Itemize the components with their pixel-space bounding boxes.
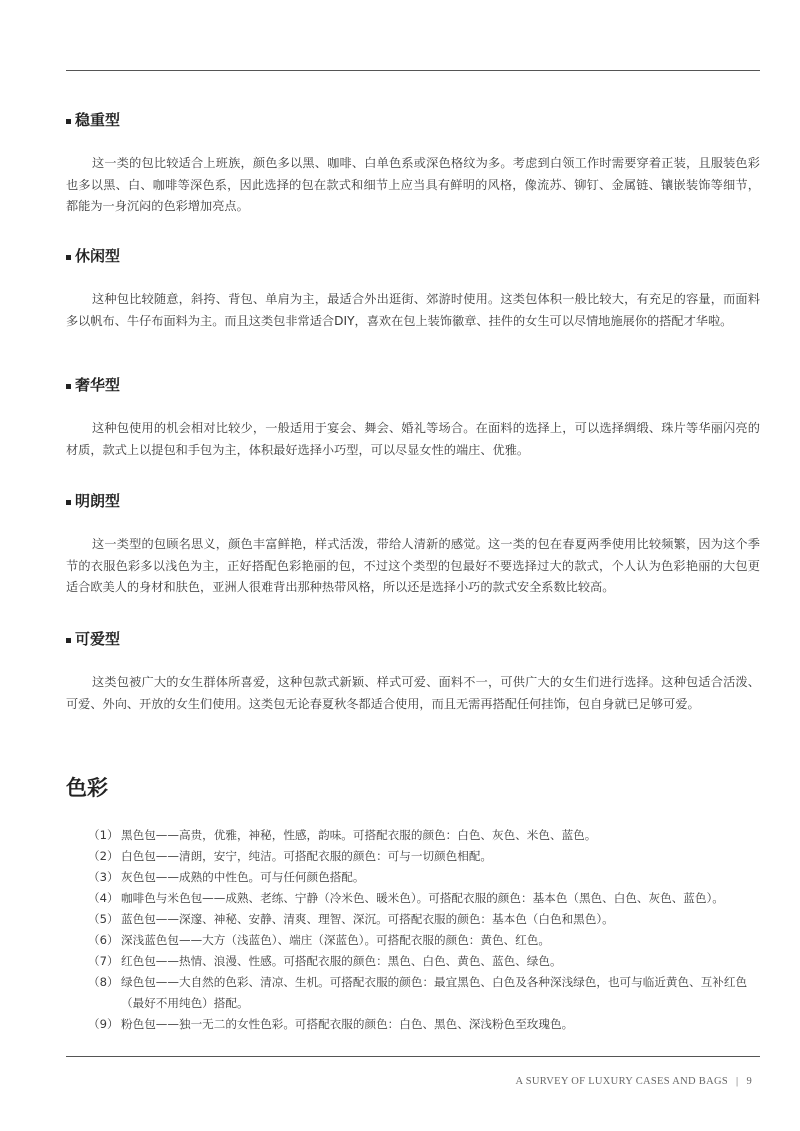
list-item: （4） 咖啡色与米色包——成熟、老练、宁静（冷米色、暖米色）。可搭配衣服的颜色：基本色（黑色、白色、灰色、蓝色）。 (88, 891, 724, 905)
section-body: 这一类型的包顾名思义，颜色丰富鲜艳，样式活泼，带给人清新的感觉。这一类的包在春夏两季使用比较频繁，因为这个季节的衣服色彩多以浅色为主，正好搭配色彩艳丽的包，不过这个类型的包最好不要选择过大的款式，个人认为色彩艳丽的大包更适合欧美人的身材和肤色，亚洲人很难背出那种热带风格，所以还是选择小巧的款式安全系数比较高。 (66, 537, 760, 595)
section-cute (66, 629, 760, 715)
page-footer (516, 1076, 752, 1087)
section-heading: 明朗型 (66, 491, 760, 511)
bullet-icon (66, 255, 71, 260)
bullet-icon (66, 638, 71, 643)
bullet-icon (66, 500, 71, 505)
list-item: （3） 灰色包——成熟的中性色。可与任何颜色搭配。 (88, 870, 365, 884)
section-body: 这种包比较随意，斜挎、背包、单肩为主，最适合外出逛街、郊游时使用。这类包体积一般比较大，有充足的容量，而面料多以帆布、牛仔布面料为主。而且这类包非常适合DIY，喜欢在包上装饰徽章、挂件的女生可以尽情地施展你的搭配才华啦。 (66, 292, 760, 328)
list-item: （7） 红色包——热情、浪漫、性感。可搭配衣服的颜色：黑色、白色、黄色、蓝色、绿色。 (88, 954, 562, 968)
section-casual (66, 246, 760, 332)
page-number: 9 (746, 1076, 752, 1087)
section-stable (66, 110, 760, 218)
color-section-title: 色彩 (66, 776, 108, 800)
running-title: A SURVEY OF LUXURY CASES AND BAGS (515, 1076, 729, 1087)
list-item: （8） 绿色包——大自然的色彩、清凉、生机。可搭配衣服的颜色：最宜黑色、白色及各种深浅绿色，也可与临近黄色、互补红色（最好不用纯色）搭配。 (88, 975, 748, 1010)
list-item: （5） 蓝色包——深邃、神秘、安静、清爽、理智、深沉。可搭配衣服的颜色：基本色（白色和黑色）。 (88, 912, 614, 926)
section-bright (66, 491, 760, 599)
bullet-icon (66, 119, 71, 124)
section-heading: 休闲型 (66, 246, 760, 266)
section-heading: 可爱型 (66, 629, 760, 649)
bottom-rule (66, 1056, 760, 1057)
section-luxury (66, 375, 760, 461)
color-list (88, 825, 764, 1035)
section-body: 这种包使用的机会相对比较少，一般适用于宴会、舞会、婚礼等场合。在面料的选择上，可以选择绸缎、珠片等华丽闪亮的材质，款式上以提包和手包为主，体积最好选择小巧型，可以尽显女性的端庄、优雅。 (66, 421, 760, 457)
section-body: 这类包被广大的女生群体所喜爱，这种包款式新颖、样式可爱、面料不一，可供广大的女生们进行选择。这种包适合活泼、可爱、外向、开放的女生们使用。这类包无论春夏秋冬都适合使用，而且无需再搭配任何挂饰，包自身就已足够可爱。 (66, 675, 760, 711)
list-item: （2） 白色包——清朗，安宁，纯洁。可搭配衣服的颜色：可与一切颜色相配。 (88, 849, 493, 863)
section-heading: 稳重型 (66, 110, 760, 130)
top-rule (66, 70, 760, 71)
list-item: （1） 黑色包——高贵，优雅，神秘，性感，韵味。可搭配衣服的颜色：白色、灰色、米色、蓝色。 (88, 828, 597, 842)
list-item: （6） 深浅蓝色包——大方（浅蓝色）、端庄（深蓝色）。可搭配衣服的颜色：黄色、红色。 (88, 933, 550, 947)
list-item: （9） 粉色包——独一无二的女性色彩。可搭配衣服的颜色：白色、黑色、深浅粉色至玫瑰色。 (88, 1017, 574, 1031)
section-body: 这一类的包比较适合上班族，颜色多以黑、咖啡、白单色系或深色格纹为多。考虑到白领工作时需要穿着正装，且服装色彩也多以黑、白、咖啡等深色系，因此选择的包在款式和细节上应当具有鲜明的风格，像流苏、铆钉、金属链、镶嵌装饰等细节，都能为一身沉闷的色彩增加亮点。 (66, 156, 760, 214)
bullet-icon (66, 384, 71, 389)
footer-separator: | (736, 1076, 739, 1087)
section-heading: 奢华型 (66, 375, 760, 395)
